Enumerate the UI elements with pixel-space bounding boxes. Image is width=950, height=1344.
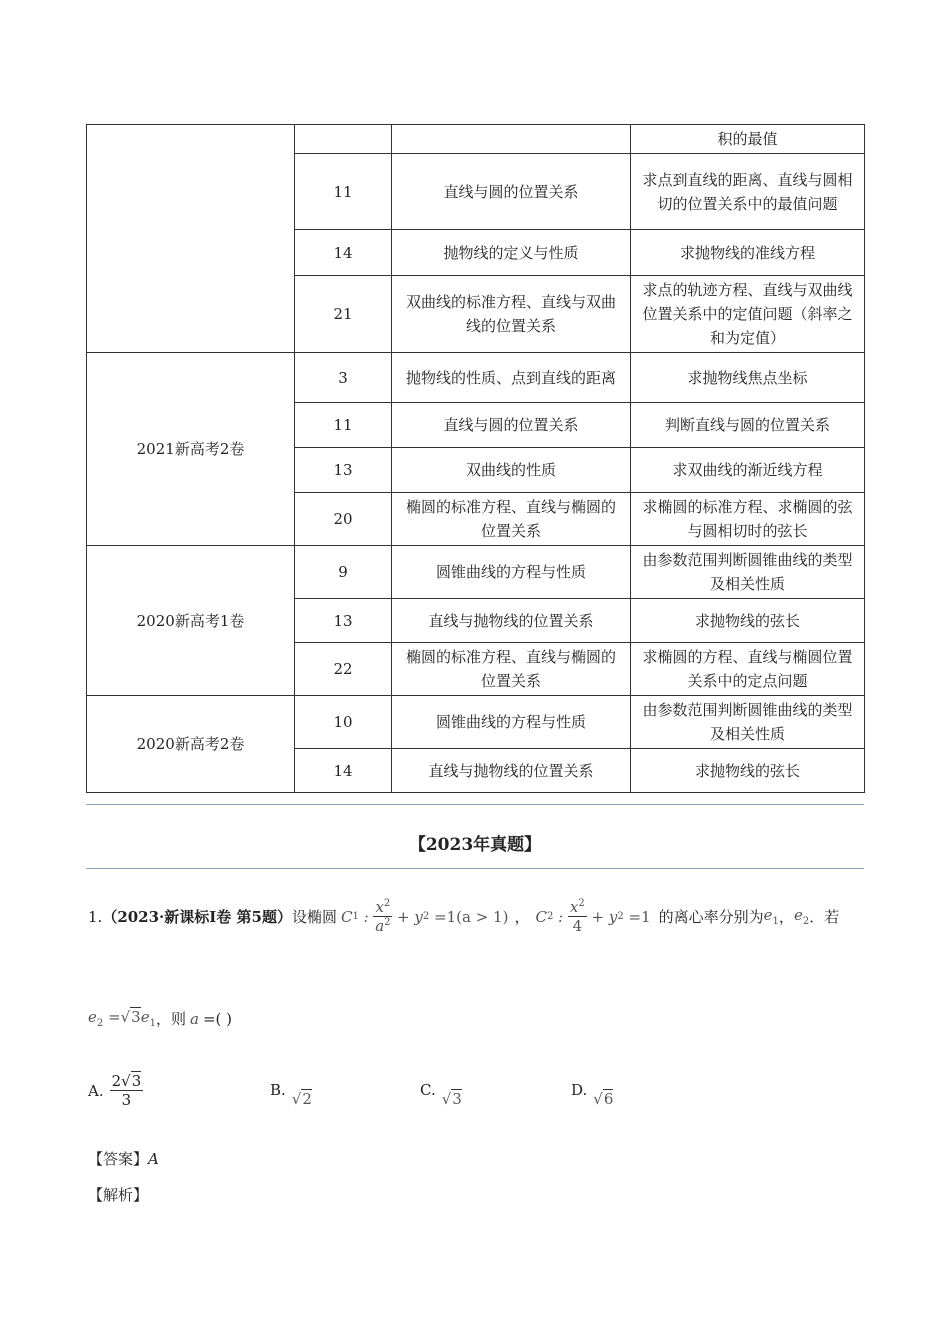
knowledge-point-cell: 椭圆的标准方程、直线与椭圆的位置关系 [392,493,631,546]
question-stem-line2: $e_2 =√3e_1$ ，则 a =( ) [88,1008,232,1029]
question-number-cell: 11 [295,403,392,448]
question-number-cell: 13 [295,599,392,643]
knowledge-point-cell: 直线与抛物线的位置关系 [392,599,631,643]
answer-line: 【答案】A [88,1150,159,1168]
answer-value: A [148,1150,159,1168]
option-c[interactable]: C. √3 [420,1081,462,1108]
question-type-cell: 求双曲线的渐近线方程 [631,448,865,493]
condition-formula: $e_2 =√3e_1$ [88,1008,156,1029]
question-type-cell: 求椭圆的方程、直线与椭圆位置关系中的定点问题 [631,643,865,696]
question-number-cell: 9 [295,546,392,599]
question-number-cell: 21 [295,276,392,353]
option-a[interactable]: A. $\frac{2√3}{3}$ [88,1072,142,1109]
question-number-cell: 11 [295,154,392,230]
knowledge-point-cell [392,125,631,154]
question-number-cell: 3 [295,353,392,403]
exam-cell: 2021新高考2卷 [87,353,295,546]
knowledge-point-cell: 直线与圆的位置关系 [392,403,631,448]
knowledge-point-cell: 直线与圆的位置关系 [392,154,631,230]
knowledge-point-cell: 双曲线的标准方程、直线与双曲线的位置关系 [392,276,631,353]
knowledge-point-cell: 圆锥曲线的方程与性质 [392,546,631,599]
question-type-cell: 求椭圆的标准方程、求椭圆的弦与圆相切时的弦长 [631,493,865,546]
question-number: 1. [88,907,103,926]
knowledge-point-cell: 椭圆的标准方程、直线与椭圆的位置关系 [392,643,631,696]
question-number-cell: 10 [295,696,392,749]
knowledge-point-cell: 双曲线的性质 [392,448,631,493]
question-text: 设椭圆 [291,908,337,926]
question-number-cell [295,125,392,154]
knowledge-point-cell: 抛物线的性质、点到直线的距离 [392,353,631,403]
question-type-cell: 求抛物线焦点坐标 [631,353,865,403]
ellipse-c1-formula: C 1 : $\frac{x^2}{a^2}$ + y 2 =1(a > 1) [340,898,509,935]
knowledge-point-cell: 直线与抛物线的位置关系 [392,749,631,793]
table-row [87,546,865,599]
exam-cell [87,125,295,353]
e2-symbol: $e_2$ [793,906,810,927]
option-b[interactable]: B. √2 [270,1081,312,1108]
question-type-cell: 判断直线与圆的位置关系 [631,403,865,448]
question-type-cell: 求点到直线的距离、直线与圆相切的位置关系中的最值问题 [631,154,865,230]
question-source: （2023·新课标I卷 第5题） [102,908,292,926]
question-type-cell: 求点的轨迹方程、直线与双曲线位置关系中的定值问题（斜率之和为定值） [631,276,865,353]
divider-bottom [86,868,864,869]
question-type-cell: 求抛物线的准线方程 [631,230,865,276]
question-type-cell: 由参数范围判断圆锥曲线的类型及相关性质 [631,696,865,749]
divider-top [86,804,864,805]
question-type-cell: 求抛物线的弦长 [631,749,865,793]
table-row [87,353,865,403]
e1-symbol: $e_1$ [763,906,779,927]
exam-topics-table [86,124,865,793]
question-stem-line1: 1. （2023·新课标I卷 第5题） 设椭圆 C 1 : $\frac{x^2}{a^2}$ + y 2 =1(a > 1) ， C 2 : $\frac{x^2}{4}$ + y 2 =1 的离心率分别为 $e_1$ ， $e_2$ ．若 [88,898,840,935]
question-number-cell: 14 [295,230,392,276]
question-type-cell: 由参数范围判断圆锥曲线的类型及相关性质 [631,546,865,599]
question-type-cell: 求抛物线的弦长 [631,599,865,643]
table-row [87,696,865,749]
knowledge-point-cell: 圆锥曲线的方程与性质 [392,696,631,749]
exam-cell: 2020新高考2卷 [87,696,295,793]
knowledge-point-cell: 抛物线的定义与性质 [392,230,631,276]
analysis-label: 【解析】 [88,1186,149,1204]
question-number-cell: 13 [295,448,392,493]
question-type-cell: 积的最值 [631,125,865,154]
section-heading: 【2023年真题】 [408,835,542,855]
table-row [87,125,865,154]
question-number-cell: 14 [295,749,392,793]
ellipse-c2-formula: C 2 : $\frac{x^2}{4}$ + y 2 =1 [535,898,651,935]
option-d[interactable]: D. √6 [571,1081,614,1108]
question-number-cell: 20 [295,493,392,546]
exam-cell: 2020新高考1卷 [87,546,295,696]
question-number-cell: 22 [295,643,392,696]
